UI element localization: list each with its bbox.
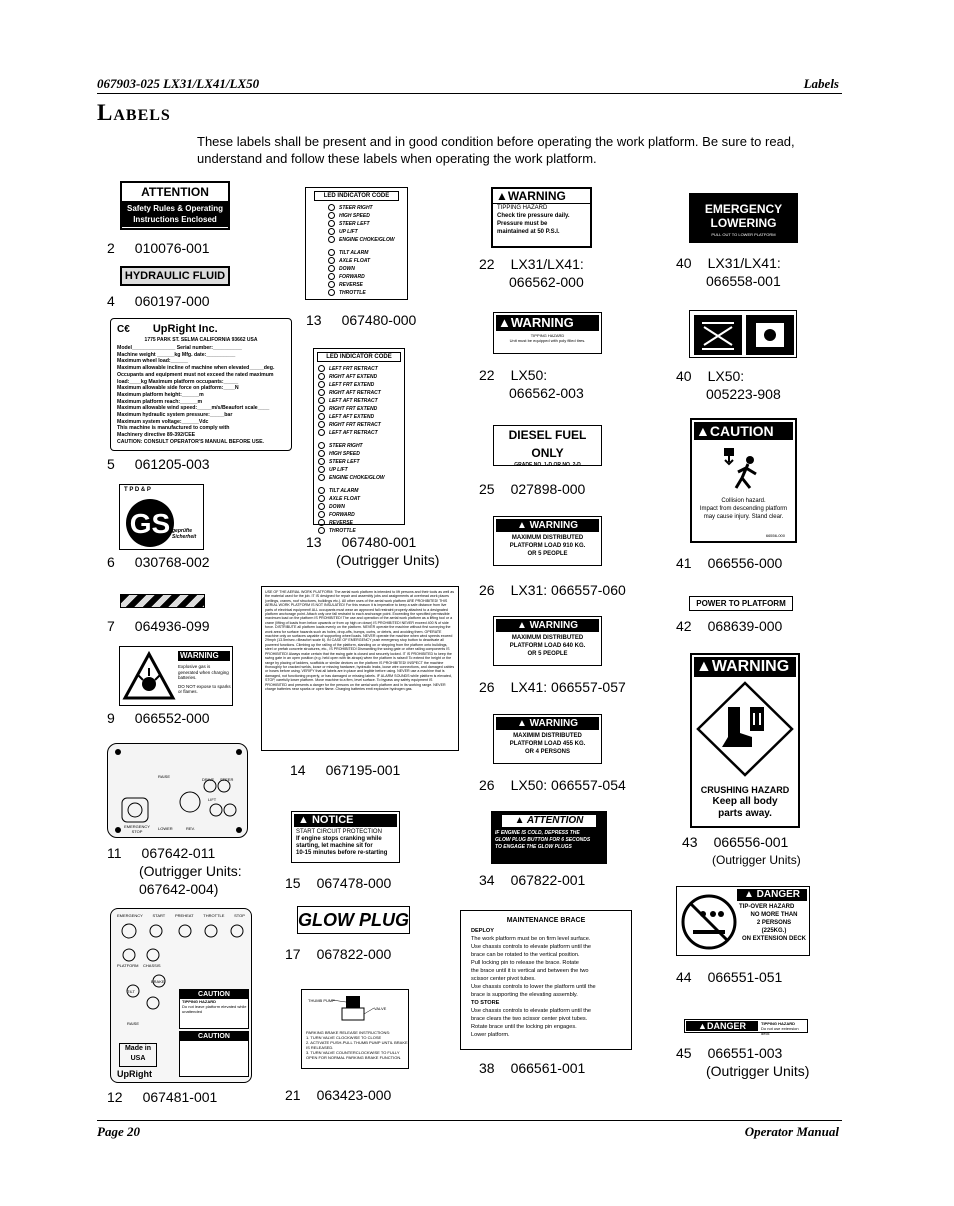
led-indicator-icon [318, 503, 325, 510]
led-row: TILT ALARM [328, 249, 407, 257]
label-diesel-fuel: DIESEL FUEL ONLY GRADE NO. 1-D OR NO. 2-D [493, 425, 602, 466]
caption-9: 9 066552-000 [107, 710, 210, 726]
caption-26c: 26 LX50: 066557-054 [479, 777, 626, 793]
caption-26a: 26 LX31: 066557-060 [479, 582, 626, 598]
label-tire-pressure-warning: ▲WARNING TIPPING HAZARD Check tire pressure daily. Pressure must be maintained at 50 P.S.I. [491, 187, 592, 248]
caption-21: 21 063423-000 [285, 1087, 392, 1103]
led-row: AXLE FLOAT [318, 495, 404, 503]
header-left: 067903-025 LX31/LX41/LX50 [97, 76, 260, 91]
led-row: THROTTLE [328, 289, 407, 297]
led-row: HIGH SPEED [318, 450, 404, 458]
led-row: RIGHT AFT EXTEND [318, 373, 404, 381]
footer-left: Page 20 [97, 1124, 140, 1139]
led-row: UP LIFT [328, 228, 407, 236]
label-led-code: LED INDICATOR CODE STEER RIGHT HIGH SPEED STEER LEFT UP LIFT ENGINE CHOKE/GLOW TILT ALARM AXLE FLOAT DOWN FORWARD REVERSE THROTTLE [305, 187, 408, 300]
caption-40b: 40 LX50: 005223-908 [676, 368, 781, 402]
crushing-hazard-icon [692, 679, 798, 779]
led-row: LEFT AFT EXTEND [318, 413, 404, 421]
led-indicator-icon [318, 511, 325, 518]
led-list-13b [314, 365, 404, 535]
led-indicator-icon [318, 458, 325, 465]
led-row: STEER RIGHT [328, 204, 407, 212]
led-indicator-icon [318, 466, 325, 473]
led-indicator-icon [318, 397, 325, 404]
label-emergency-lowering: EMERGENCY LOWERING PULL OUT TO LOWER PLATFORM [689, 193, 798, 243]
serial-line: Maximum system voltage:______Vdc [117, 418, 209, 425]
led-row: DOWN [328, 265, 407, 273]
label-cold-engine-attention: ▲ ATTENTION IF ENGINE IS COLD, DEPRESS THE GLOW PLUG BUTTON FOR 6 SECONDS TO ENGAGE THE GLOW PLUGS [491, 811, 607, 864]
led-indicator-icon [318, 421, 325, 428]
serial-line: CAUTION: CONSULT OPERATOR'S MANUAL BEFORE USE. [117, 438, 264, 445]
led-indicator-icon [328, 220, 335, 227]
label-load-warning-lx41: ▲ WARNING MAXIMUM DISTRIBUTED PLATFORM LOAD 640 KG. OR 5 PEOPLE [493, 616, 602, 666]
caption-38: 38 066561-001 [479, 1060, 586, 1076]
caption-13b: 13 067480-001 (Outrigger Units) [306, 534, 440, 568]
led-row: LEFT AFT RETRACT [318, 429, 404, 437]
led-indicator-icon [318, 373, 325, 380]
led-row: UP LIFT [318, 466, 404, 474]
caption-11: 11 067642-011 (Outrigger Units: 067642-004) [107, 845, 242, 897]
led-indicator-icon [318, 405, 325, 412]
led-row: HIGH SPEED [328, 212, 407, 220]
label-operating-rules: USE OF THE AERIAL WORK PLATFORM: The aerial work platform is intended to lift persons and their tools as well as the material used for the job. IT IS designed for repair and assembly jobs and assignments at overhead work places (ceilings, cranes, roof structures, buildings etc.). All other uses of the aerial work platform ARE PROHIBITED! THIS AERIAL WORK PLATFORM IS NOT INSULATED! For this reason it is imperative to keep a safe distance from live parts of electrical equipment! ALL occupants must wear an approved fall restraint properly attached to a designated platform anchorage point. Attach only one fall restraint to each anchorage point. Exceeding the specified permissible maximum load on the platform IS PROHIBITED! The use and operation of the aerial work platform as a lifting tool or a crane (lifting of loads from below upwards or from up high on down) IS PROHIBITED! NEVER exceed 400 N of side force. DISTRIBUTE all platform loads evenly on the platform. NEVER operate the machine without first surveying the work area for surface hazards such as holes, drop-offs, bumps, curbs, or debris, and avoiding them. OPERATE machine only on surfaces capable of supporting wheel loads. NEVER operate the machine when wind speeds exceed 29mph (13.5m/sec.=Beaufort scale 6). IN CASE OF EMERGENCY push emergency stop button to deactivate all powered functions. Climbing up the railing of the platform, standing on or stepping from the platform onto buildings, steel or prefab concrete structures, etc., IS PROHIBITED! Dismantling the swing gate or other railing components IS PROHIBITED! Always make certain that the swing gate is closed and securely locked. IT IS PROHIBITED to keep the swing gate in an open position (e.g. held open with tie-straps) when the platform is raised! To extend the height or the range by placing of ladders, scaffolds or similar devices on the platform IS PROHIBITED! INSPECT the machine thoroughly for cracked welds, loose or missing hardware, hydraulic leaks, loose wire connections, and damaged cables or hoses before using. VERIFY that all labels are in place and legible before using. NEVER use a machine that is damaged, not functioning properly, or has damaged or missing labels. IF ALARM SOUNDS while platform is elevated, STOP, carefully lower platform. Move machine to a firm, level surface. To bypass any safety equipment IS PROHIBITED and presents a danger for the persons on the aerial work platform and in its working range. NEVER charge batteries near sparks or open flame. Charging batteries emit explosive hydrogen gas. [261, 586, 459, 751]
label-attention [120, 181, 230, 230]
caption-22b: 22 LX50: 066562-003 [479, 367, 584, 401]
label-tip-over-danger: ▲ DANGER TIP-OVER HAZARD NO MORE THAN 2 PERSONS (225KG.) ON EXTENSION DECK [676, 886, 810, 956]
attention-title: ATTENTION [141, 185, 209, 199]
serial-line: Maximum allowable side force on platform:____N [117, 385, 239, 392]
caption-45: 45 066551-003 (Outrigger Units) [676, 1045, 810, 1079]
caption-14: 14 067195-001 [290, 762, 401, 778]
led-indicator-icon [318, 474, 325, 481]
label-lowering-pictogram [689, 310, 797, 358]
caption-2: 2 010076-001 [107, 240, 210, 256]
serial-line: Model_______________ Serial number:__________ [117, 345, 242, 351]
section-title: Labels [97, 100, 171, 125]
label-battery-warning: WARNING Explosive gas is generated when charging batteries. DO NOT expose to sparks or flames. [119, 646, 233, 706]
led-indicator-icon [318, 381, 325, 388]
svg-text:GS: GS [129, 508, 171, 539]
label-led-code-outrigger: LED INDICATOR CODE LEFT FRT RETRACT RIGHT AFT EXTEND LEFT FRT EXTEND RIGHT AFT RETRACT LEFT AFT RETRACT RIGHT FRT EXTEND LEFT AFT EXTEND RIGHT FRT RETRACT LEFT AFT RETRACT STEER RIGHT HIGH SPEED STEER LEFT UP LIFT ENGINE CHOKE/GLOW TILT ALARM AXLE FLOAT DOWN FORWARD REVERSE THROTTLE [313, 348, 405, 525]
led-row: STEER RIGHT [318, 442, 404, 450]
ce-mark: C€ [117, 324, 130, 335]
label-crushing-warning: ▲WARNING CRUSHING HAZARD Keep all body parts away. [690, 653, 800, 828]
caption-22a: 22 LX31/LX41: 066562-000 [479, 256, 584, 290]
attention-line2: Instructions Enclosed [133, 215, 217, 224]
led-indicator-icon [328, 204, 335, 211]
header-rule [97, 93, 842, 94]
serial-line: Occupants and equipment must not exceed the rated maximum [117, 371, 274, 378]
led-list-13a [306, 204, 407, 297]
no-persons-icon [679, 888, 739, 956]
serial-brand-row: C€ UpRight Inc. [117, 323, 218, 335]
led-row: ENGINE CHOKE/GLOW [328, 236, 407, 244]
label-poly-tires-warning: ▲WARNING TIPPING HAZARD Unit must be equipped with poly filled tires. [493, 312, 602, 354]
explosion-icon [123, 652, 175, 702]
label-glow-plug: GLOW PLUG [297, 906, 410, 934]
caption-12: 12 067481-001 [107, 1089, 218, 1105]
led-row: TILT ALARM [318, 487, 404, 495]
led-row: REVERSE [328, 281, 407, 289]
intro-text: These labels shall be present and in good condition before operating the work platform. Be sure to read, understand and follow these labels when operating the work platform. [197, 134, 795, 166]
led-indicator-icon [318, 495, 325, 502]
caption-34: 34 067822-001 [479, 872, 586, 888]
gs-logo-icon [120, 495, 205, 551]
notice-title: ▲ NOTICE [294, 814, 397, 827]
caption-43: 43 066556-001 (Outrigger Units) [682, 834, 801, 867]
caption-17: 17 067822-000 [285, 946, 392, 962]
serial-line: Maximum allowable wind speed:_____m/s/Beaufort scale____ [117, 405, 270, 412]
serial-line: Maximum platform reach:______m [117, 398, 203, 405]
label-maintenance-brace: MAINTENANCE BRACE DEPLOY The work platform must be on firm level surface. Use chassis controls to elevate platform until the brace can be rotated to the vertical position. Pull locking pin to release the brace. Rotate the brace until it is vertical and between the two scissor center pivot tubes. Use chassis controls to lower the platform until the brace is supporting the elevating assembly. TO STORE Use chassis controls to elevate platform until the brace clears the two scissor center pivot tubes. Rotate brace until the locking pin engages. Lower platform. [460, 910, 632, 1050]
footer-rule [97, 1120, 842, 1121]
led-indicator-icon [328, 281, 335, 288]
serial-line: Machinery directive 89-392/CEE [117, 432, 196, 439]
serial-line: This machine is manufactured to comply with [117, 425, 230, 432]
serial-line: Maximum wheel load:______ [117, 358, 188, 365]
label-hydraulic-fluid: HYDRAULIC FLUID [120, 266, 230, 286]
label-collision-caution: ▲CAUTION Collision hazard. Impact from descending platform may cause injury. Stand clear. 66556-000 [690, 418, 797, 543]
led-row: LEFT FRT RETRACT [318, 365, 404, 373]
attention-line1: Safety Rules & Operating [126, 204, 224, 213]
label-platform-panel: EMERGENCY START PREHEAT THROTTLE STOP PLATFORM CHASSIS TILT BRAKE RAISE CAUTION TIPPING HAZARD Do not leave platform elevated while unattended CAUTION Made in USA UpRight [110, 908, 252, 1083]
led-row: FORWARD [328, 273, 407, 281]
led-row: REVERSE [318, 519, 404, 527]
led-indicator-icon [318, 429, 325, 436]
led-indicator-icon [328, 249, 335, 256]
serial-line: Maximum allowable incline of machine when elevated_____deg. [117, 365, 275, 372]
label-danger-deck: ▲DANGER TIPPING HAZARD Do not use extension deck [684, 1019, 808, 1033]
caption-4: 4 060197-000 [107, 293, 210, 309]
falling-person-icon [692, 442, 795, 492]
led-row: LEFT FRT EXTEND [318, 381, 404, 389]
caption-15: 15 067478-000 [285, 875, 392, 891]
caption-7: 7 064936-099 [107, 618, 210, 634]
serial-lines [117, 345, 285, 446]
pump-valve-icon [302, 990, 410, 1030]
led-row: DOWN [318, 503, 404, 511]
label-serial-plate: C€ UpRight Inc. 1775 PARK ST. SELMA CALIFORNIA 93662 USA Model_______________ Serial number:__________ Machine weight ______kg Mfg. date:__________ Maximum wheel load:______ Maximum allowable incline of machine when elevated_____deg. Occupants and equipment must not exceed the rated maximum load:____kg Maximum platform occupants:_____ Maximum allowable side force on platform:____N Maximum platform height:______m Maximum platform reach:______m Maximum allowable wind speed:_____m/s/Beaufort scale____ Maximum hydraulic system pressure:_____bar Maximum system voltage:______Vdc This machine is manufactured to comply with Machinery directive 89-392/CEE CAUTION: CONSULT OPERATOR'S MANUAL BEFORE USE. [110, 318, 292, 451]
battery-warning-title: WARNING [178, 651, 230, 661]
led-indicator-icon [328, 289, 335, 296]
led-row: LEFT AFT RETRACT [318, 397, 404, 405]
led-indicator-icon [328, 236, 335, 243]
led-row: RIGHT FRT RETRACT [318, 421, 404, 429]
led-row: RIGHT FRT EXTEND [318, 405, 404, 413]
label-gs-mark: T P D & P GS geprüfte Sicherheit [119, 484, 204, 550]
led-row: ENGINE CHOKE/GLOW [318, 474, 404, 482]
header-right: Labels [803, 76, 839, 91]
led-indicator-icon [318, 442, 325, 449]
led-indicator-icon [318, 365, 325, 372]
led-indicator-icon [318, 487, 325, 494]
led-indicator-icon [318, 519, 325, 526]
led-indicator-icon [318, 450, 325, 457]
led-row: STEER LEFT [328, 220, 407, 228]
led-row: AXLE FLOAT [328, 257, 407, 265]
label-load-warning-lx50: ▲ WARNING MAXIMIM DISTRIBUTED PLATFORM LOAD 455 KG. OR 4 PERSONS [493, 714, 602, 764]
led-indicator-icon [328, 257, 335, 264]
caption-44: 44 066551-051 [676, 969, 783, 985]
label-notice-start: ▲ NOTICE START CIRCUIT PROTECTION If engine stops cranking while starting, let machine sit for 10-15 minutes before re-starting [291, 811, 400, 863]
led-indicator-icon [318, 389, 325, 396]
led-indicator-icon [328, 273, 335, 280]
footer-right: Operator Manual [744, 1124, 839, 1139]
caption-6: 6 030768-002 [107, 554, 210, 570]
label-load-warning-lx31: ▲ WARNING MAXIMUM DISTRIBUTED PLATFORM LOAD 910 KG. OR 5 PEOPLE [493, 516, 602, 566]
caption-5: 5 061205-003 [107, 456, 210, 472]
led-indicator-icon [328, 265, 335, 272]
caption-40a: 40 LX31/LX41: 066558-001 [676, 255, 781, 289]
serial-line: Maximum hydraulic system pressure:_____bar [117, 412, 233, 419]
led-row: RIGHT AFT RETRACT [318, 389, 404, 397]
caption-26b: 26 LX41: 066557-057 [479, 679, 626, 695]
caption-42: 42 068639-000 [676, 618, 783, 634]
serial-line: load:____kg Maximum platform occupants:_____ [117, 378, 239, 385]
serial-line: Maximum platform height:______m [117, 391, 204, 398]
serial-line: Machine weight ______kg Mfg. date:__________ [117, 351, 236, 358]
label-control-panel: RAISE DRIVE STEER LOWER EMERGENCY STOP LIFT REV. [107, 743, 248, 838]
label-hazard-stripe [120, 594, 205, 608]
caption-25: 25 027898-000 [479, 481, 586, 497]
label-power-to-platform: POWER TO PLATFORM [689, 596, 793, 611]
label-brake-release: THUMB PUMP VALVE PARKING BRAKE RELEASE INSTRUCTIONS: 1. TURN VALVE CLOCKWISE TO CLOSE 2. ACTIVATE PUSH-PULL THUMB PUMP UNTIL BRAKE IS RELEASED. 3. TURN VALVE COUNTERCLOCKWISE TO FULLY OPEN FOR NORMAL PARKING BRAKE FUNCTION. [301, 989, 409, 1069]
scissor-lift-icon [690, 311, 798, 359]
caption-41: 41 066556-000 [676, 555, 783, 571]
led-indicator-icon [328, 228, 335, 235]
led-indicator-icon [328, 212, 335, 219]
caption-13a: 13 067480-000 [306, 312, 417, 328]
led-row: THROTTLE [318, 527, 404, 535]
led-indicator-icon [318, 413, 325, 420]
led-row: FORWARD [318, 511, 404, 519]
led-row: STEER LEFT [318, 458, 404, 466]
